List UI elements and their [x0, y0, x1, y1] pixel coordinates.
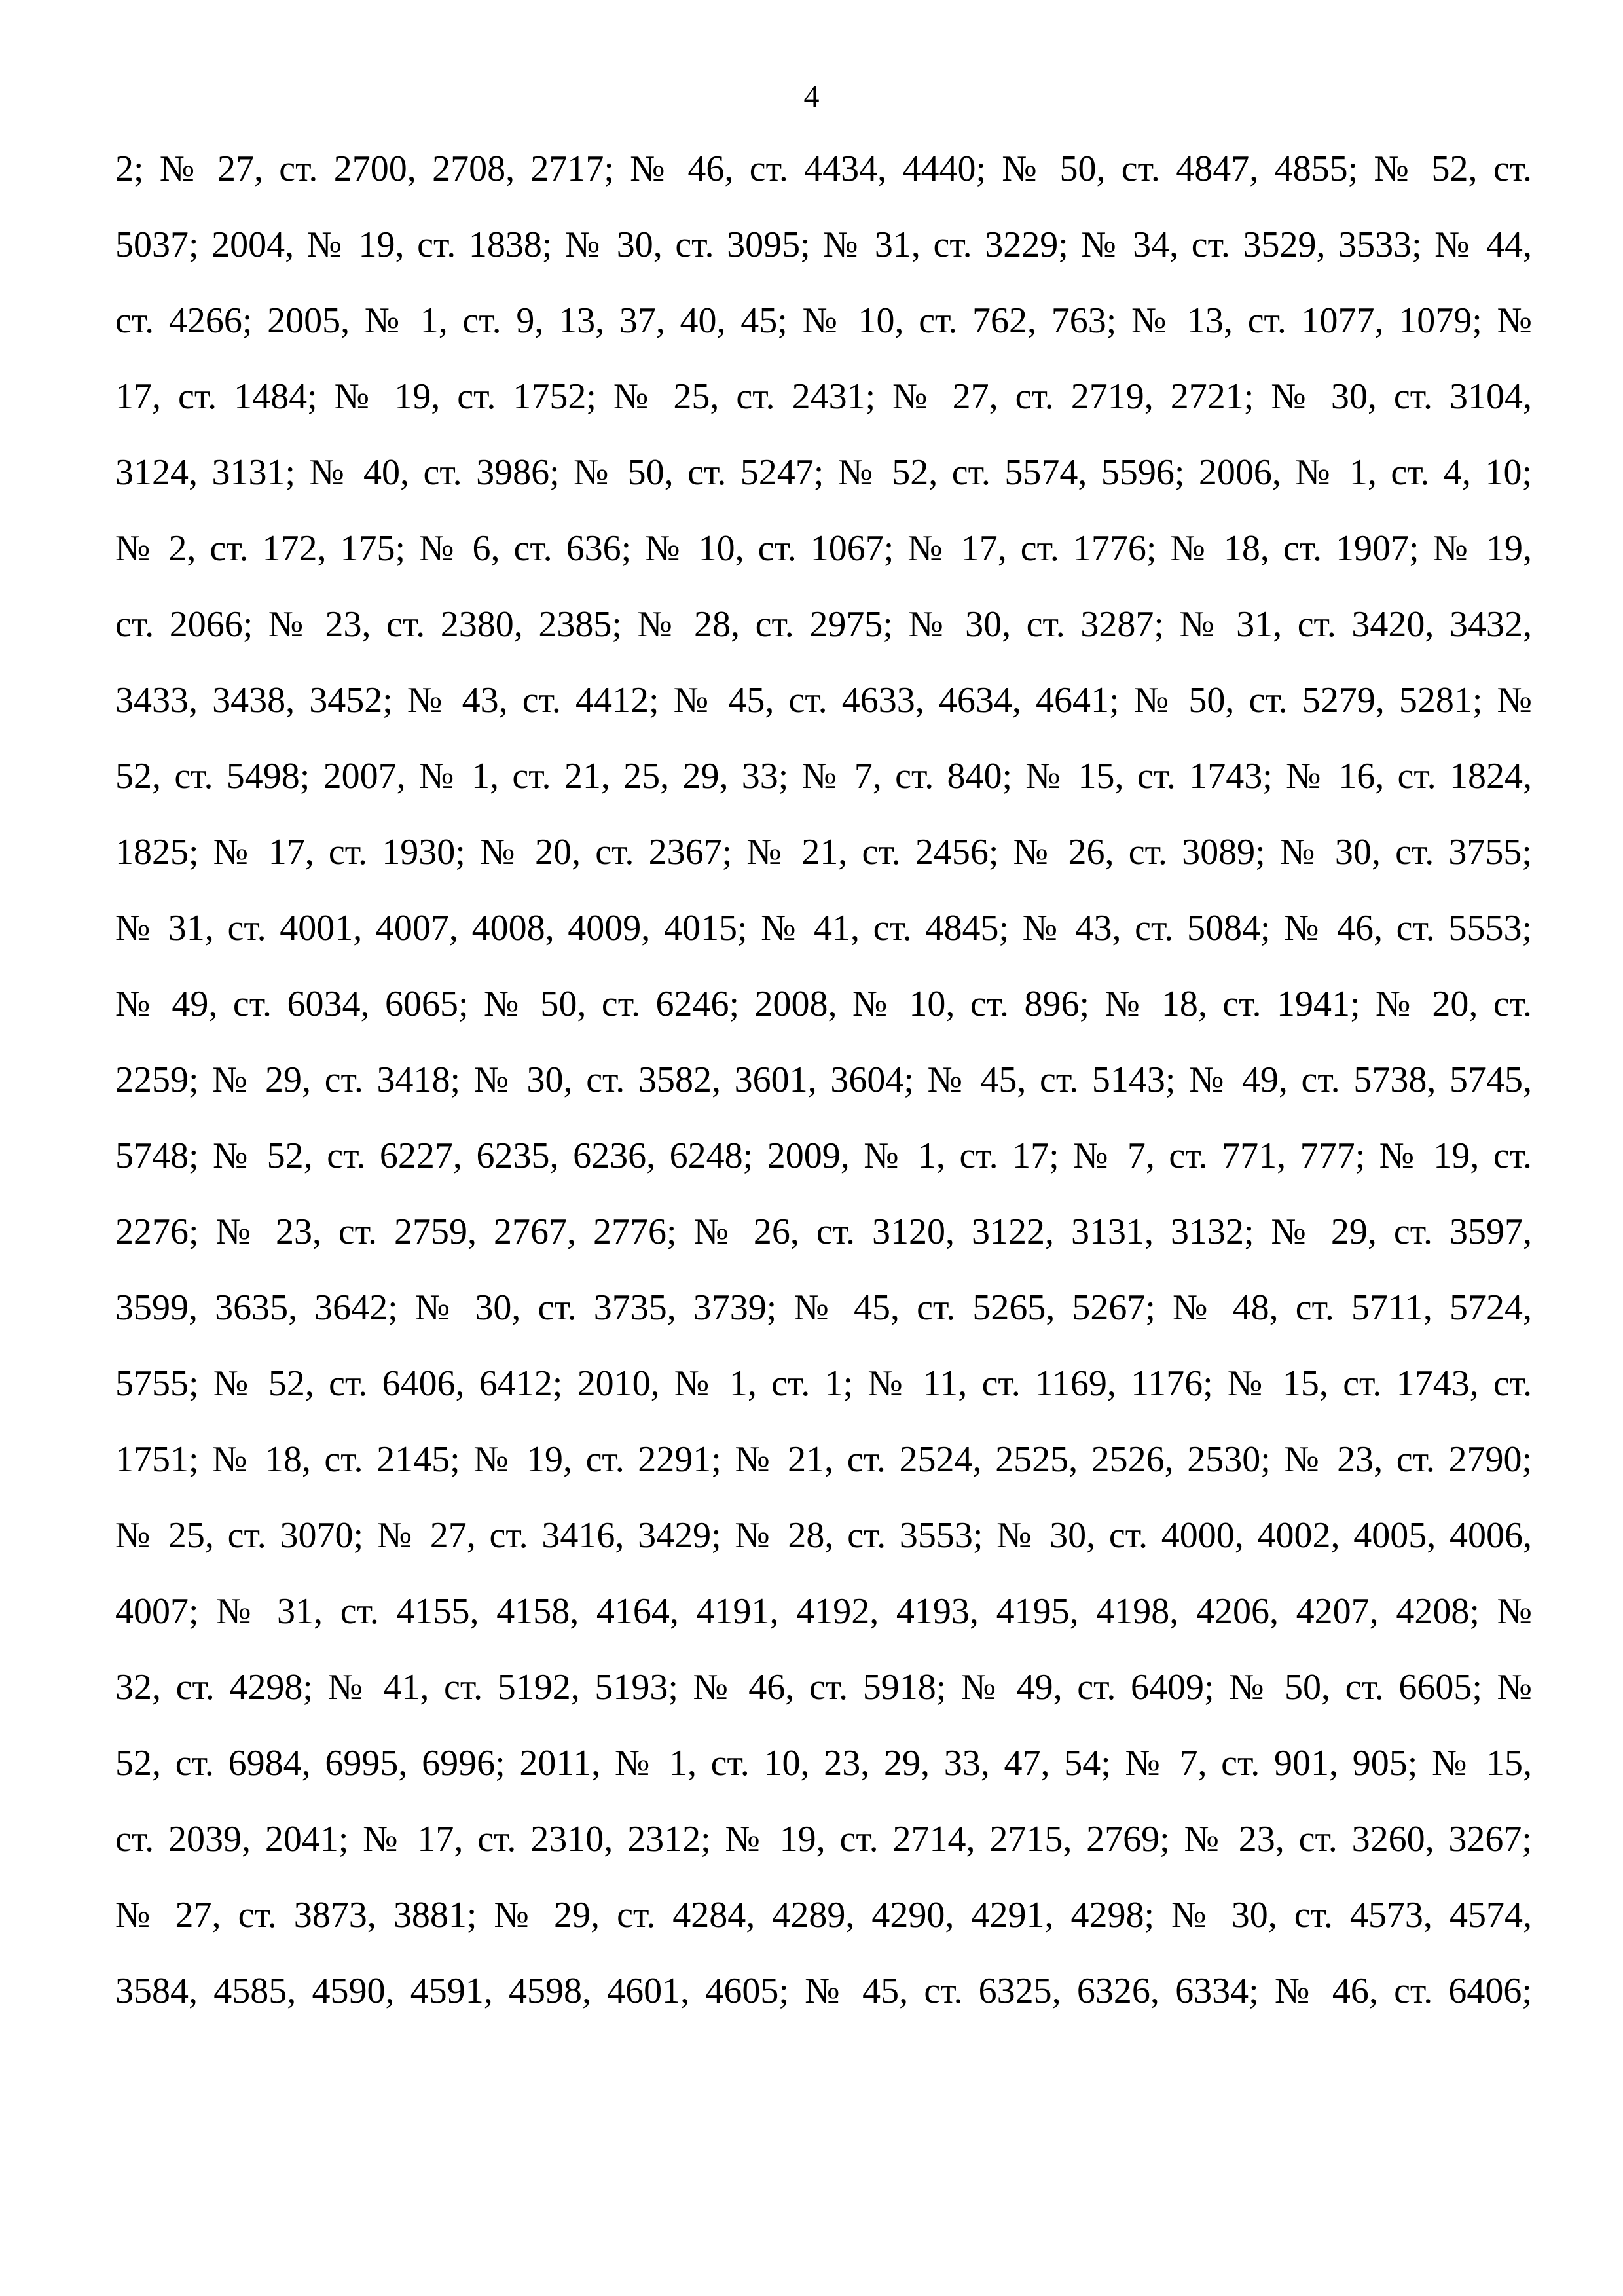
text-line: № 25, ст. 3070; № 27, ст. 3416, 3429; № 28, ст. 3553; № 30, ст. 4000, 4002, 4005, 4006,: [115, 1515, 1532, 1556]
text-line: 2259; № 29, ст. 3418; № 30, ст. 3582, 3601, 3604; № 45, ст. 5143; № 49, ст. 5738, 5745,: [115, 1060, 1532, 1100]
text-line: 5755; № 52, ст. 6406, 6412; 2010, № 1, ст. 1; № 11, ст. 1169, 1176; № 15, ст. 1743, ст.: [115, 1363, 1532, 1404]
text-line: 3124, 3131; № 40, ст. 3986; № 50, ст. 5247; № 52, ст. 5574, 5596; 2006, № 1, ст. 4, 10;: [115, 452, 1532, 493]
text-line: ст. 2066; № 23, ст. 2380, 2385; № 28, ст. 2975; № 30, ст. 3287; № 31, ст. 3420, 3432,: [115, 604, 1532, 645]
text-line: 4007; № 31, ст. 4155, 4158, 4164, 4191, 4192, 4193, 4195, 4198, 4206, 4207, 4208; №: [115, 1591, 1532, 1632]
text-line: № 49, ст. 6034, 6065; № 50, ст. 6246; 2008, № 10, ст. 896; № 18, ст. 1941; № 20, ст.: [115, 984, 1532, 1024]
body-text: [115, 131, 1532, 2029]
text-line: № 2, ст. 172, 175; № 6, ст. 636; № 10, ст. 1067; № 17, ст. 1776; № 18, ст. 1907; № 19,: [115, 528, 1532, 569]
text-line: 3584, 4585, 4590, 4591, 4598, 4601, 4605; № 45, ст. 6325, 6326, 6334; № 46, ст. 6406;: [115, 1971, 1532, 2011]
text-line: 52, ст. 6984, 6995, 6996; 2011, № 1, ст. 10, 23, 29, 33, 47, 54; № 7, ст. 901, 905; № 15,: [115, 1743, 1532, 1784]
text-line: № 31, ст. 4001, 4007, 4008, 4009, 4015; № 41, ст. 4845; № 43, ст. 5084; № 46, ст. 5553;: [115, 908, 1532, 948]
text-line: 2; № 27, ст. 2700, 2708, 2717; № 46, ст. 4434, 4440; № 50, ст. 4847, 4855; № 52, ст.: [115, 149, 1532, 189]
text-line: 32, ст. 4298; № 41, ст. 5192, 5193; № 46, ст. 5918; № 49, ст. 6409; № 50, ст. 6605; №: [115, 1667, 1532, 1708]
text-line: 5037; 2004, № 19, ст. 1838; № 30, ст. 3095; № 31, ст. 3229; № 34, ст. 3529, 3533; № 44,: [115, 224, 1532, 265]
text-line: 3599, 3635, 3642; № 30, ст. 3735, 3739; № 45, ст. 5265, 5267; № 48, ст. 5711, 5724,: [115, 1287, 1532, 1328]
text-line: 1825; № 17, ст. 1930; № 20, ст. 2367; № 21, ст. 2456; № 26, ст. 3089; № 30, ст. 3755;: [115, 832, 1532, 872]
page-number: 4: [803, 79, 820, 114]
text-line: ст. 2039, 2041; № 17, ст. 2310, 2312; № 19, ст. 2714, 2715, 2769; № 23, ст. 3260, 3267;: [115, 1819, 1532, 1859]
text-line: 5748; № 52, ст. 6227, 6235, 6236, 6248; 2009, № 1, ст. 17; № 7, ст. 771, 777; № 19, ст.: [115, 1136, 1532, 1176]
text-line: 3433, 3438, 3452; № 43, ст. 4412; № 45, ст. 4633, 4634, 4641; № 50, ст. 5279, 5281; №: [115, 680, 1532, 721]
text-line: № 27, ст. 3873, 3881; № 29, ст. 4284, 4289, 4290, 4291, 4298; № 30, ст. 4573, 4574,: [115, 1895, 1532, 1935]
text-line: ст. 4266; 2005, № 1, ст. 9, 13, 37, 40, 45; № 10, ст. 762, 763; № 13, ст. 1077, 1079; №: [115, 300, 1532, 341]
text-line: 2276; № 23, ст. 2759, 2767, 2776; № 26, ст. 3120, 3122, 3131, 3132; № 29, ст. 3597,: [115, 1211, 1532, 1252]
text-line: 52, ст. 5498; 2007, № 1, ст. 21, 25, 29, 33; № 7, ст. 840; № 15, ст. 1743; № 16, ст. 1824,: [115, 756, 1532, 797]
text-line: 17, ст. 1484; № 19, ст. 1752; № 25, ст. 2431; № 27, ст. 2719, 2721; № 30, ст. 3104,: [115, 376, 1532, 417]
text-line: 1751; № 18, ст. 2145; № 19, ст. 2291; № 21, ст. 2524, 2525, 2526, 2530; № 23, ст. 2790;: [115, 1439, 1532, 1480]
